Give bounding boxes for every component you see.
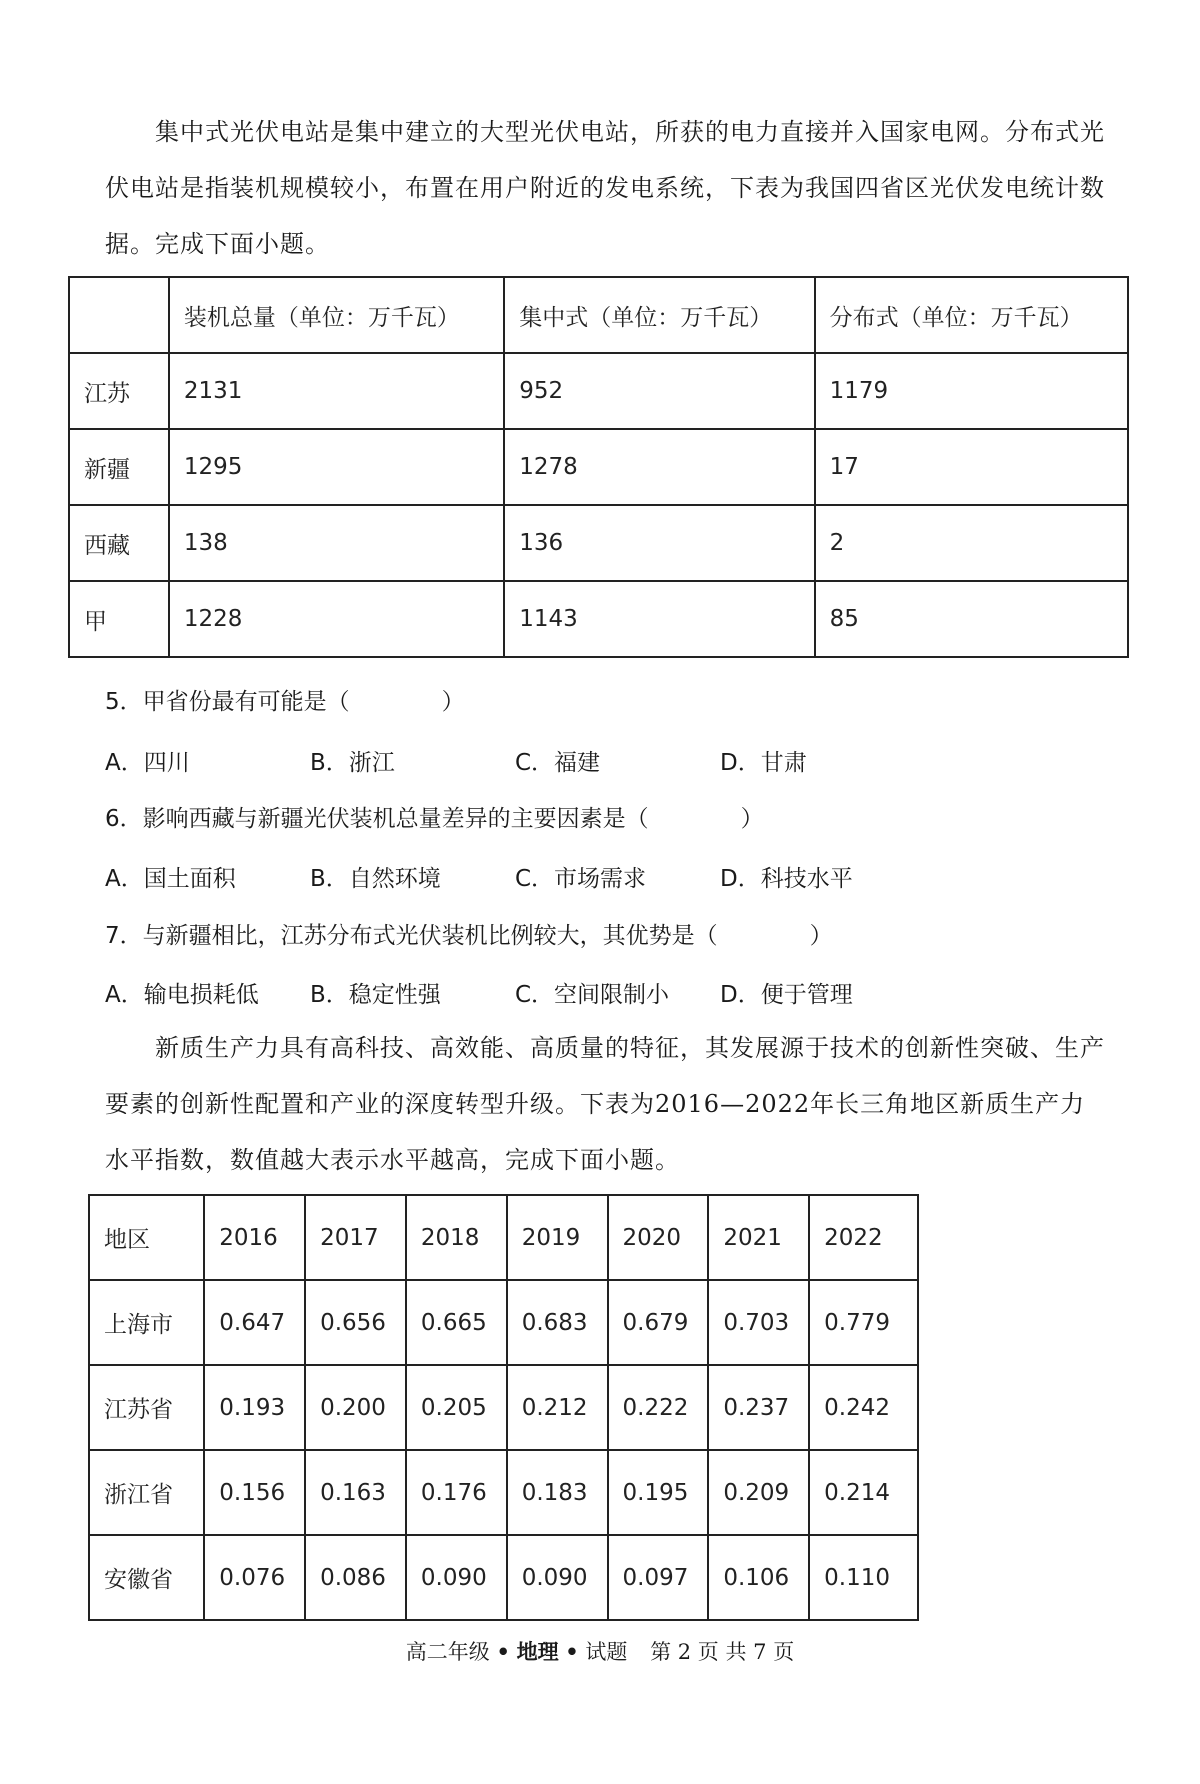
solar-table-row — [69, 429, 1128, 505]
new-productivity-index-table — [88, 1194, 919, 1621]
solar-table-value-cell: 1228 — [169, 581, 504, 657]
footer-grade: 高二年级 — [405, 1640, 490, 1664]
np-table-region-cell: 江苏省 — [89, 1365, 204, 1450]
solar-table-region-cell: 新疆 — [69, 429, 169, 505]
np-table-value-cell: 0.110 — [809, 1535, 918, 1620]
np-table-value-cell: 0.242 — [809, 1365, 918, 1450]
solar-table-header-row — [69, 277, 1128, 353]
solar-table-value-cell: 2 — [815, 505, 1128, 581]
question-6-option-c: C．市场需求 — [515, 866, 647, 892]
solar-table-region-cell: 江苏 — [69, 353, 169, 429]
np-table-row — [89, 1280, 918, 1365]
np-table-region-cell: 浙江省 — [89, 1450, 204, 1535]
solar-table-value-cell: 85 — [815, 581, 1128, 657]
np-table-region-cell: 上海市 — [89, 1280, 204, 1365]
np-table-value-cell: 0.679 — [608, 1280, 709, 1365]
np-table-header-cell: 2017 — [305, 1195, 406, 1280]
question-7-option-b: B．稳定性强 — [310, 982, 441, 1008]
solar-table-value-cell: 952 — [504, 353, 814, 429]
np-table-value-cell: 0.195 — [608, 1450, 709, 1535]
solar-table-header-cell: 装机总量（单位：万千瓦） — [169, 277, 504, 353]
np-table-row — [89, 1535, 918, 1620]
question-7-stem: 7．与新疆相比，江苏分布式光伏装机比例较大，其优势是（ ） — [105, 923, 833, 949]
np-table-value-cell: 0.212 — [507, 1365, 608, 1450]
question-5-options — [105, 744, 1105, 774]
np-table-value-cell: 0.665 — [406, 1280, 507, 1365]
question-6-option-a: A．国土面积 — [105, 866, 236, 892]
question-6-stem: 6．影响西藏与新疆光伏装机总量差异的主要因素是（ ） — [105, 806, 764, 832]
solar-table-row — [69, 505, 1128, 581]
np-table-value-cell: 0.647 — [204, 1280, 305, 1365]
solar-table-value-cell: 1295 — [169, 429, 504, 505]
np-table-value-cell: 0.214 — [809, 1450, 918, 1535]
question-5-option-c: C．福建 — [515, 750, 601, 776]
np-table-value-cell: 0.176 — [406, 1450, 507, 1535]
page-footer — [0, 1636, 1200, 1666]
np-table-header-cell: 地区 — [89, 1195, 204, 1280]
np-table-header-cell: 2022 — [809, 1195, 918, 1280]
np-table-value-cell: 0.656 — [305, 1280, 406, 1365]
solar-table-header-cell — [69, 277, 169, 353]
question-5-option-b: B．浙江 — [310, 750, 395, 776]
solar-table-value-cell: 136 — [504, 505, 814, 581]
np-table-value-cell: 0.222 — [608, 1365, 709, 1450]
question-6-option-d: D．科技水平 — [720, 866, 853, 892]
np-table-value-cell: 0.193 — [204, 1365, 305, 1450]
footer-dot: • — [496, 1640, 510, 1664]
np-table-value-cell: 0.097 — [608, 1535, 709, 1620]
solar-table-region-cell: 西藏 — [69, 505, 169, 581]
np-table-value-cell: 0.209 — [708, 1450, 809, 1535]
solar-table-header-cell: 分布式（单位：万千瓦） — [815, 277, 1128, 353]
np-table-region-cell: 安徽省 — [89, 1535, 204, 1620]
question-6-options — [105, 860, 1105, 890]
np-table-header-cell: 2020 — [608, 1195, 709, 1280]
solar-table-value-cell: 17 — [815, 429, 1128, 505]
solar-table-row — [69, 353, 1128, 429]
solar-table-row — [69, 581, 1128, 657]
np-table-value-cell: 0.183 — [507, 1450, 608, 1535]
footer-dot: • — [565, 1640, 579, 1664]
question-7-option-a: A．输电损耗低 — [105, 982, 259, 1008]
np-table-value-cell: 0.683 — [507, 1280, 608, 1365]
footer-kind: 试题 — [585, 1640, 628, 1664]
np-table-header-row — [89, 1195, 918, 1280]
np-table-value-cell: 0.237 — [708, 1365, 809, 1450]
question-7-options — [105, 976, 1105, 1006]
np-table-value-cell: 0.703 — [708, 1280, 809, 1365]
footer-subject: 地理 — [516, 1640, 559, 1664]
footer-page-number: 第 2 页 共 7 页 — [650, 1640, 795, 1664]
question-6-option-b: B．自然环境 — [310, 866, 441, 892]
np-table-value-cell: 0.106 — [708, 1535, 809, 1620]
np-table-header-cell: 2019 — [507, 1195, 608, 1280]
np-table-value-cell: 0.156 — [204, 1450, 305, 1535]
np-table-value-cell: 0.205 — [406, 1365, 507, 1450]
np-table-value-cell: 0.090 — [507, 1535, 608, 1620]
np-table-value-cell: 0.090 — [406, 1535, 507, 1620]
np-table-header-cell: 2018 — [406, 1195, 507, 1280]
np-table-value-cell: 0.076 — [204, 1535, 305, 1620]
solar-table-value-cell: 1278 — [504, 429, 814, 505]
solar-table-value-cell: 1143 — [504, 581, 814, 657]
np-table-value-cell: 0.086 — [305, 1535, 406, 1620]
passage-new-productivity: 新质生产力具有高科技、高效能、高质量的特征，其发展源于技术的创新性突破、生产要素的创新性配置和产业的深度转型升级。下表为2016—2022年长三角地区新质生产力水平指数，数值越大表示水平越高，完成下面小题。 — [105, 1034, 1105, 1174]
np-table-value-cell: 0.163 — [305, 1450, 406, 1535]
question-5-option-a: A．四川 — [105, 750, 190, 776]
question-7-option-d: D．便于管理 — [720, 982, 853, 1008]
question-5-option-d: D．甘肃 — [720, 750, 807, 776]
passage-solar: 集中式光伏电站是集中建立的大型光伏电站，所获的电力直接并入国家电网。分布式光伏电站是指装机规模较小，布置在用户附近的发电系统，下表为我国四省区光伏发电统计数据。完成下面小题。 — [105, 118, 1105, 258]
question-7-option-c: C．空间限制小 — [515, 982, 670, 1008]
solar-table-value-cell: 1179 — [815, 353, 1128, 429]
question-5-stem: 5．甲省份最有可能是（ ） — [105, 689, 465, 715]
solar-table-value-cell: 138 — [169, 505, 504, 581]
solar-table-value-cell: 2131 — [169, 353, 504, 429]
np-table-value-cell: 0.200 — [305, 1365, 406, 1450]
np-table-header-cell: 2021 — [708, 1195, 809, 1280]
np-table-header-cell: 2016 — [204, 1195, 305, 1280]
np-table-row — [89, 1365, 918, 1450]
solar-statistics-table — [68, 276, 1129, 658]
solar-table-header-cell: 集中式（单位：万千瓦） — [504, 277, 814, 353]
np-table-row — [89, 1450, 918, 1535]
np-table-value-cell: 0.779 — [809, 1280, 918, 1365]
solar-table-region-cell: 甲 — [69, 581, 169, 657]
